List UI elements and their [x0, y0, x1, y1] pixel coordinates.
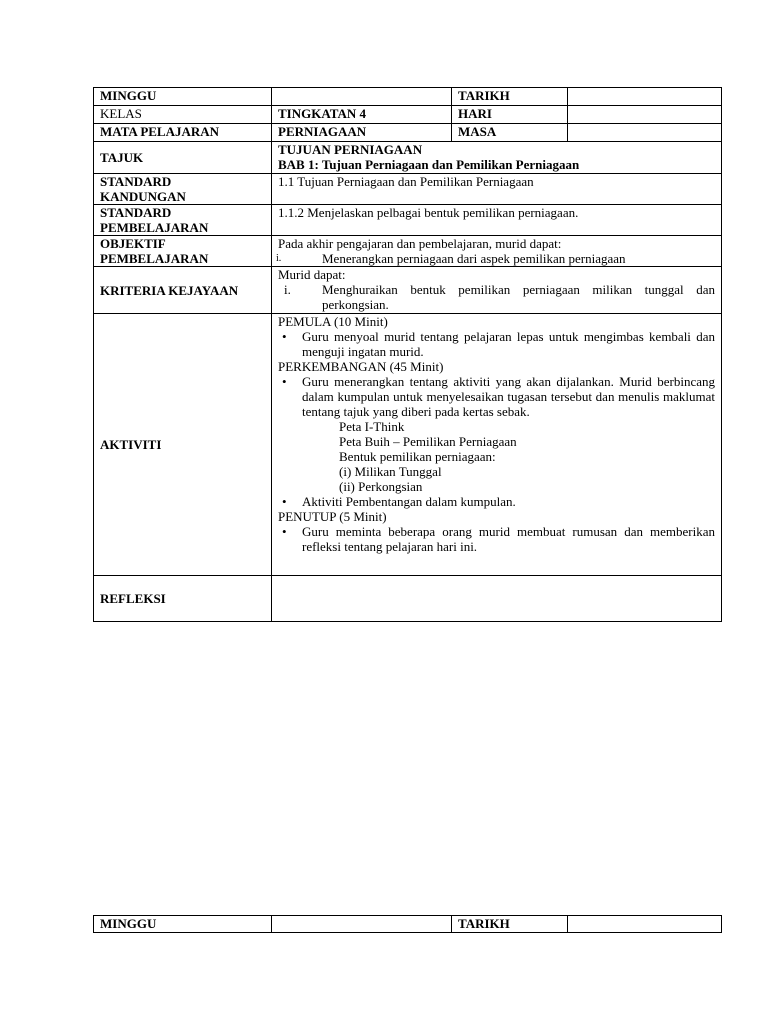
kriteria-item-number: i.: [284, 282, 291, 297]
hari-label: HARI: [452, 106, 568, 124]
standard-pembelajaran-label-2: PEMBELAJARAN: [100, 220, 209, 235]
standard-kandungan-value: 1.1 Tujuan Perniagaan dan Pemilikan Perniagaan: [272, 174, 722, 205]
mata-pelajaran-value: PERNIAGAAN: [272, 124, 452, 142]
mata-pelajaran-label: MATA PELAJARAN: [94, 124, 272, 142]
standard-kandungan-label: [94, 174, 272, 205]
next-minggu-label: MINGGU: [94, 916, 272, 933]
tajuk-label: TAJUK: [94, 142, 272, 174]
pemula-bullet: • Guru menyoal murid tentang pelajaran lepas untuk mengimbas kembali dan menguji ingatan murid.: [278, 329, 721, 359]
tarikh-value: [568, 88, 722, 106]
standard-kandungan-label-1: STANDARD: [100, 174, 172, 189]
objektif-label: [94, 236, 272, 267]
kelas-label: KELAS: [94, 106, 272, 124]
kriteria-intro: Murid dapat:: [278, 267, 346, 282]
pemula-list: [278, 329, 721, 359]
sub-line-bentuk: Bentuk pemilikan perniagaan:: [339, 449, 496, 464]
objektif-label-2: PEMBELAJARAN: [100, 251, 209, 266]
objektif-item-text: Menerangkan perniagaan dari aspek pemilikan perniagaan: [322, 251, 626, 266]
standard-pembelajaran-label-1: STANDARD: [100, 205, 172, 220]
kriteria-label: KRITERIA KEJAYAAN: [94, 267, 272, 314]
standard-pembelajaran-value: 1.1.2 Menjelaskan pelbagai bentuk pemilikan perniagaan.: [272, 205, 722, 236]
kriteria-value: [272, 267, 722, 314]
objektif-intro: Pada akhir pengajaran dan pembelajaran, murid dapat:: [278, 236, 562, 251]
standard-pembelajaran-label: [94, 205, 272, 236]
sub-line-milikan-tunggal: (i) Milikan Tunggal: [339, 464, 442, 479]
lesson-plan-table: [93, 87, 722, 622]
refleksi-value: [272, 576, 722, 622]
hari-value: [568, 106, 722, 124]
masa-value: [568, 124, 722, 142]
tajuk-value: [272, 142, 722, 174]
objektif-item: [272, 251, 721, 266]
aktiviti-value: [272, 314, 722, 576]
sub-line-perkongsian: (ii) Perkongsian: [339, 479, 423, 494]
objektif-item-number: i.: [276, 253, 282, 264]
perkembangan-list: [278, 374, 721, 419]
kriteria-item-text: Menghuraikan bentuk pemilikan perniagaan milikan tunggal dan perkongsian.: [322, 282, 715, 312]
pemula-heading: PEMULA (10 Minit): [278, 314, 388, 329]
standard-kandungan-label-2: KANDUNGAN: [100, 189, 186, 204]
objektif-value: [272, 236, 722, 267]
minggu-value: [272, 88, 452, 106]
minggu-label: MINGGU: [94, 88, 272, 106]
kelas-value: TINGKATAN 4: [272, 106, 452, 124]
tarikh-label: TARIKH: [452, 88, 568, 106]
penutup-list: [278, 524, 721, 554]
penutup-heading: PENUTUP (5 Minit): [278, 509, 387, 524]
next-tarikh-value: [568, 916, 722, 933]
objektif-label-1: OBJEKTIF: [100, 236, 166, 251]
perkembangan-bullet: • Guru menerangkan tentang aktiviti yang akan dijalankan. Murid berbincang dalam kumpulan untuk menyelesaikan tugasan tersebut dan menulis maklumat tentang tajuk yang diberi pada kertas sebak.: [278, 374, 721, 419]
masa-label: MASA: [452, 124, 568, 142]
penutup-bullet: • Guru meminta beberapa orang murid membuat rumusan dan memberikan refleksi tentang pelajaran hari ini.: [278, 524, 721, 554]
pembentangan-bullet: • Aktiviti Pembentangan dalam kumpulan.: [278, 494, 721, 509]
next-page-header-table: [93, 915, 722, 933]
tajuk-line-2: BAB 1: Tujuan Perniagaan dan Pemilikan Perniagaan: [278, 157, 580, 172]
perkembangan-heading: PERKEMBANGAN (45 Minit): [278, 359, 444, 374]
pembentangan-list: [278, 494, 721, 509]
sub-line-peta-ithink: Peta I-Think: [339, 419, 405, 434]
aktiviti-label: AKTIVITI: [94, 314, 272, 576]
tajuk-line-1: TUJUAN PERNIAGAAN: [278, 142, 423, 157]
refleksi-label: REFLEKSI: [94, 576, 272, 622]
next-tarikh-label: TARIKH: [452, 916, 568, 933]
sub-line-peta-buih: Peta Buih – Pemilikan Perniagaan: [339, 434, 517, 449]
next-minggu-value: [272, 916, 452, 933]
kriteria-item: [272, 282, 721, 312]
